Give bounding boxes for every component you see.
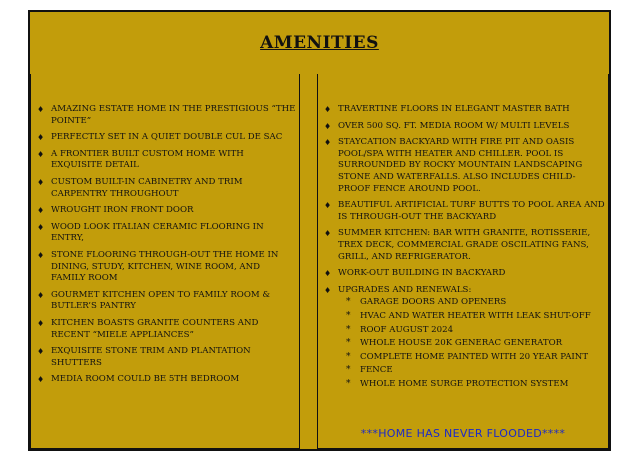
upgrade-text: WHOLE HOUSE 20K GENERAC GENERATOR	[360, 338, 563, 349]
left-amenities-list	[35, 104, 297, 391]
amenity-item	[35, 177, 297, 200]
upgrade-text: FENCE	[360, 365, 393, 376]
diamond-bullet-icon: ♦	[37, 149, 45, 159]
upgrade-item	[338, 365, 606, 377]
column-gap	[300, 74, 317, 449]
amenity-item	[35, 318, 297, 341]
diamond-bullet-icon: ♦	[324, 105, 332, 114]
amenity-item	[35, 346, 297, 369]
amenity-item	[35, 290, 297, 313]
amenity-item	[322, 228, 606, 263]
asterisk-icon: *	[346, 351, 351, 362]
amenity-item	[35, 104, 297, 127]
upgrade-item	[338, 352, 606, 364]
amenity-item	[35, 222, 297, 245]
upgrade-item	[338, 297, 606, 309]
left-column	[30, 74, 300, 449]
amenity-item	[35, 250, 297, 285]
amenity-item	[322, 104, 606, 116]
amenity-text: PERFECTLY SET IN A QUIET DOUBLE CUL DE SAC	[51, 132, 283, 143]
upgrade-text: WHOLE HOME SURGE PROTECTION SYSTEM	[360, 378, 569, 389]
upgrade-text: COMPLETE HOME PAINTED WITH 20 YEAR PAINT	[360, 351, 589, 362]
amenity-text: TRAVERTINE FLOORS IN ELEGANT MASTER BATH	[338, 104, 570, 114]
amenity-item	[322, 137, 606, 195]
diamond-bullet-icon: ♦	[324, 229, 332, 239]
diamond-bullet-icon: ♦	[324, 201, 332, 211]
diamond-bullet-icon: ♦	[324, 121, 332, 131]
title-box	[30, 12, 609, 76]
amenity-text: WROUGHT IRON FRONT DOOR	[51, 205, 194, 216]
amenity-text: EXQUISITE STONE TRIM AND PLANTATION SHUTTERS	[51, 346, 251, 368]
asterisk-icon: *	[346, 297, 351, 308]
amenities-sheet	[28, 10, 611, 451]
diamond-bullet-icon: ♦	[37, 222, 45, 232]
asterisk-icon: *	[346, 378, 351, 389]
amenity-text: STAYCATION BACKYARD WITH FIRE PIT AND OASIS POOL/SPA WITH HEATER AND CHILLER. POOL IS SURROUNDED BY ROCKY MOUNTAIN LANDSCAPING STONE AND WATERFALLS. ALSO INCLUDES CHILD-PROOF FENCE AROUND POOL.	[338, 137, 583, 194]
right-amenities-list	[322, 104, 606, 395]
amenity-item	[35, 205, 297, 217]
amenity-text: CUSTOM BUILT-IN CABINETRY AND TRIM CARPENTRY THROUGHOUT	[51, 176, 243, 199]
amenity-item	[35, 132, 297, 144]
amenity-text: WORK-OUT BUILDING IN BACKYARD	[338, 268, 506, 279]
never-flooded-note: ***HOME HAS NEVER FLOODED****	[360, 427, 566, 440]
amenity-item	[35, 374, 297, 386]
upgrades-item	[322, 285, 606, 391]
upgrade-item	[338, 338, 606, 350]
upgrade-text: HVAC AND WATER HEATER WITH LEAK SHUT-OFF	[360, 310, 591, 321]
diamond-bullet-icon: ♦	[324, 285, 332, 295]
upgrades-list	[338, 297, 606, 390]
diamond-bullet-icon: ♦	[37, 206, 45, 216]
amenity-text: UPGRADES AND RENEWALS:	[338, 284, 472, 295]
diamond-bullet-icon: ♦	[37, 375, 45, 385]
amenity-text: OVER 500 SQ. FT. MEDIA ROOM W/ MULTI LEVELS	[338, 120, 570, 131]
diamond-bullet-icon: ♦	[37, 318, 45, 328]
amenity-text: MEDIA ROOM COULD BE 5TH BEDROOM	[51, 374, 240, 385]
upgrade-item	[338, 311, 606, 323]
amenity-text: WOOD LOOK ITALIAN CERAMIC FLOORING IN ENTRY,	[51, 221, 264, 244]
amenity-text: BEAUTIFUL ARTIFICIAL TURF BUTTS TO POOL AREA AND IS THROUGH-OUT THE BACKYARD	[338, 200, 605, 222]
upgrade-text: GARAGE DOORS AND OPENERS	[360, 297, 507, 308]
amenity-text: GOURMET KITCHEN OPEN TO FAMILY ROOM & BUTLER’S PANTRY	[51, 289, 271, 312]
asterisk-icon: *	[346, 324, 351, 335]
asterisk-icon: *	[346, 338, 351, 349]
diamond-bullet-icon: ♦	[37, 290, 45, 300]
amenity-item	[35, 149, 297, 172]
amenity-text: STONE FLOORING THROUGH-OUT THE HOME IN DINING, STUDY, KITCHEN, WINE ROOM, AND FAMILY ROOM	[51, 249, 279, 284]
upgrade-item	[338, 325, 606, 337]
diamond-bullet-icon: ♦	[37, 105, 45, 114]
diamond-bullet-icon: ♦	[37, 347, 45, 357]
diamond-bullet-icon: ♦	[37, 133, 45, 143]
asterisk-icon: *	[346, 365, 351, 376]
diamond-bullet-icon: ♦	[324, 138, 332, 148]
amenity-text: SUMMER KITCHEN: BAR WITH GRANITE, ROTISSERIE, TREX DECK, COMMERCIAL GRADE OSCILATING FANS, GRILL, AND REFRIGERATOR.	[338, 228, 591, 262]
upgrade-text: ROOF AUGUST 2024	[360, 324, 454, 335]
amenity-item	[322, 268, 606, 280]
asterisk-icon: *	[346, 310, 351, 321]
amenity-text: AMAZING ESTATE HOME IN THE PRESTIGIOUS “THE POINTE”	[51, 104, 296, 126]
page-title: AMENITIES	[260, 33, 379, 53]
diamond-bullet-icon: ♦	[37, 250, 45, 260]
amenity-text: KITCHEN BOASTS GRANITE COUNTERS AND RECENT “MIELE APPLIANCES”	[51, 317, 259, 340]
upgrade-item	[338, 379, 606, 391]
right-column	[317, 74, 609, 449]
diamond-bullet-icon: ♦	[37, 177, 45, 187]
amenity-text: A FRONTIER BUILT CUSTOM HOME WITH EXQUISITE DETAIL	[51, 148, 244, 171]
amenity-item	[322, 200, 606, 223]
amenity-item	[322, 121, 606, 133]
diamond-bullet-icon: ♦	[324, 269, 332, 279]
